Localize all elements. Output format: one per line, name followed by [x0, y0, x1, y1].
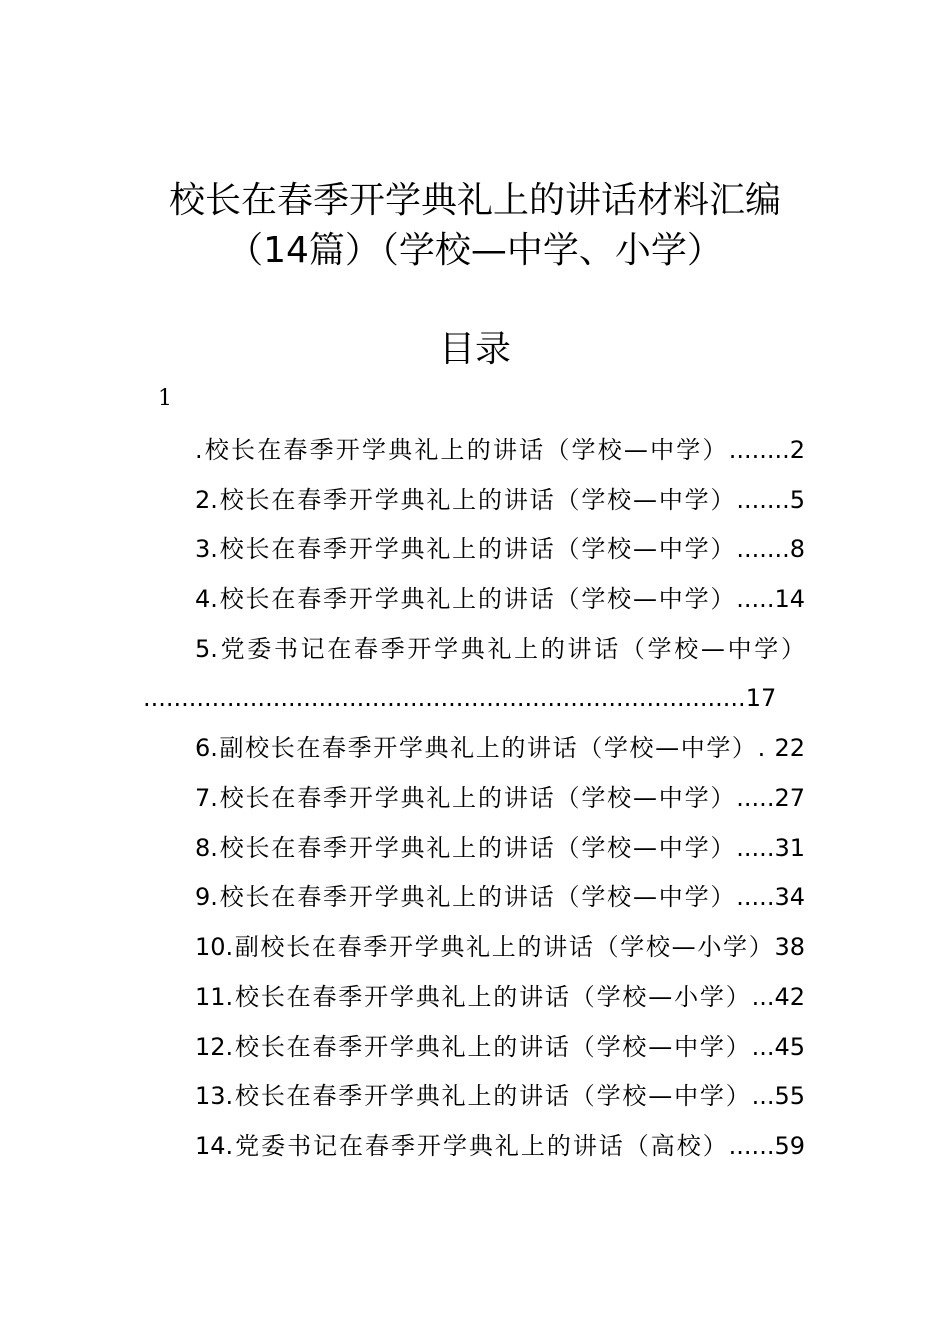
- toc-entry-2[interactable]: [195, 485, 805, 515]
- toc-dot-leader: ...: [751, 1082, 775, 1110]
- toc-dot-leader: ........: [728, 436, 790, 464]
- toc-entry-11[interactable]: [195, 982, 805, 1012]
- toc-entry-4[interactable]: [195, 584, 805, 614]
- toc-page-number: 34: [774, 883, 805, 911]
- toc-entry-12[interactable]: [195, 1032, 805, 1062]
- toc-page-number: 2: [789, 436, 805, 464]
- toc-entry-1[interactable]: [195, 435, 805, 465]
- toc-page-number: 59: [774, 1132, 805, 1160]
- toc-page-number: 17: [745, 684, 777, 712]
- toc-dot-leader: .....: [736, 784, 775, 812]
- document-title-line-2: （14篇）（学校—中学、小学）: [227, 230, 723, 271]
- toc-page-number: 31: [774, 834, 805, 862]
- toc-page-number: 45: [774, 1033, 805, 1061]
- toc-entry-5-continuation[interactable]: [143, 683, 805, 713]
- toc-entry-10[interactable]: [195, 932, 805, 962]
- toc-dot-leader: .: [757, 734, 775, 762]
- toc-dot-leader: .......: [736, 486, 790, 514]
- toc-entry-3[interactable]: [195, 534, 805, 564]
- toc-dot-leader: .....: [736, 883, 775, 911]
- toc-page-number: 55: [774, 1082, 805, 1110]
- toc-entry-title: 4.校长在春季开学典礼上的讲话（学校—中学）: [195, 585, 737, 613]
- toc-heading: 目录: [438, 329, 511, 370]
- toc-dot-leader: ...............................................................................: [143, 684, 746, 712]
- toc-page-number: 8: [789, 535, 805, 563]
- toc-page-number: 22: [774, 734, 805, 762]
- toc-entry-title: 12.校长在春季开学典礼上的讲话（学校—中学）: [195, 1033, 752, 1061]
- toc-entry-6[interactable]: [195, 733, 805, 763]
- toc-dot-leader: ......: [728, 1132, 775, 1160]
- toc-dot-leader: ...: [751, 983, 775, 1011]
- toc-entry-5[interactable]: [195, 634, 805, 664]
- toc-page-number: 42: [774, 983, 805, 1011]
- toc-entry-title: 11.校长在春季开学典礼上的讲话（学校—小学）: [195, 983, 752, 1011]
- toc-entry-7[interactable]: [195, 783, 805, 813]
- toc-entry-8[interactable]: [195, 833, 805, 863]
- toc-dot-leader: .....: [736, 834, 775, 862]
- toc-entry-13[interactable]: [195, 1081, 805, 1111]
- toc-page-number: 14: [774, 585, 805, 613]
- toc-entry-14[interactable]: [195, 1131, 805, 1161]
- toc-entry-title: 6.副校长在春季开学典礼上的讲话（学校—中学）: [195, 734, 758, 762]
- toc-entry-title: 14.党委书记在春季开学典礼上的讲话（高校）: [195, 1132, 729, 1160]
- toc-entry-title: 5.党委书记在春季开学典礼上的讲话（学校—中学）: [195, 635, 805, 663]
- toc-entry-title: 13.校长在春季开学典礼上的讲话（学校—中学）: [195, 1082, 752, 1110]
- toc-entry-title: .校长在春季开学典礼上的讲话（学校—中学）: [195, 436, 729, 464]
- toc-entry-title: 9.校长在春季开学典礼上的讲话（学校—中学）: [195, 883, 737, 911]
- toc-dot-leader: .....: [736, 585, 775, 613]
- document-title-line-1: 校长在春季开学典礼上的讲话材料汇编: [168, 180, 781, 221]
- toc-page-number: 27: [774, 784, 805, 812]
- toc-entry-title: 2.校长在春季开学典礼上的讲话（学校—中学）: [195, 486, 737, 514]
- toc-dot-leader: ...: [751, 1033, 775, 1061]
- toc-entry-title: 3.校长在春季开学典礼上的讲话（学校—中学）: [195, 535, 737, 563]
- stray-list-number: 1: [158, 386, 172, 411]
- toc-entry-9[interactable]: [195, 882, 805, 912]
- toc-entry-title: 10.副校长在春季开学典礼上的讲话（学校—小学）: [195, 933, 775, 961]
- toc-page-number: 38: [774, 933, 805, 961]
- toc-entry-title: 8.校长在春季开学典礼上的讲话（学校—中学）: [195, 834, 737, 862]
- toc-page-number: 5: [789, 486, 805, 514]
- toc-entry-title: 7.校长在春季开学典礼上的讲话（学校—中学）: [195, 784, 737, 812]
- toc-dot-leader: .......: [736, 535, 790, 563]
